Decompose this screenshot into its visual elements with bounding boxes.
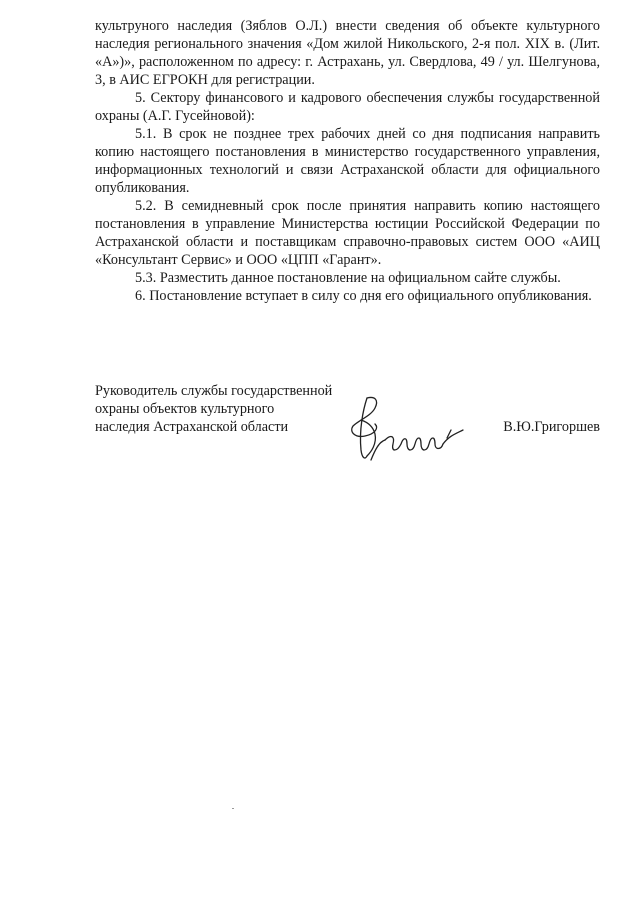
paragraph-item-6: 6. Постановление вступает в силу со дня его официального опубликования. <box>135 288 592 304</box>
paragraph-item-5-1: 5.1. В срок не позднее трех рабочих дней со дня подписания направить копию настоящего постановления в министерство государственного управления, информационных технологий и связи Астраханской области для официального опубликования. <box>95 126 600 196</box>
scan-speck <box>232 808 234 809</box>
signatory-title-line: Руководитель службы государственной <box>95 383 333 399</box>
handwritten-signature <box>345 390 475 465</box>
signatory-title-line: наследия Астраханской области <box>95 419 289 435</box>
paragraph-continuation: культруного наследия (Зяблов О.Л.) внести сведения об объекте культурного наследия регионального значения «Дом жилой Никольского, 2-я пол. XIX в. (Лит. «А»)», расположенном по адресу: г. Астрахань, ул. Свердлова, 49 / ул. Шелгунова, 3, в АИС ЕГРОКН для регистрации. <box>95 18 600 88</box>
document-body <box>95 17 600 305</box>
signatory-title-line: охраны объектов культурного <box>95 401 275 417</box>
signatory-name: В.Ю.Григоршев <box>503 419 600 435</box>
paragraph-item-5: 5. Сектору финансового и кадрового обеспечения службы государственной охраны (А.Г. Гусейновой): <box>95 90 600 124</box>
paragraph-item-5-2: 5.2. В семидневный срок после принятия направить копию настоящего постановления в управление Министерства юстиции Российской Федерации по Астраханской области и поставщикам справочно-правовых систем ООО «АИЦ «Консультант Сервис» и ООО «ЦПП «Гарант». <box>95 198 600 268</box>
paragraph-item-5-3: 5.3. Разместить данное постановление на официальном сайте службы. <box>135 270 561 286</box>
signature-block <box>95 382 600 472</box>
signatory-title <box>95 382 365 436</box>
